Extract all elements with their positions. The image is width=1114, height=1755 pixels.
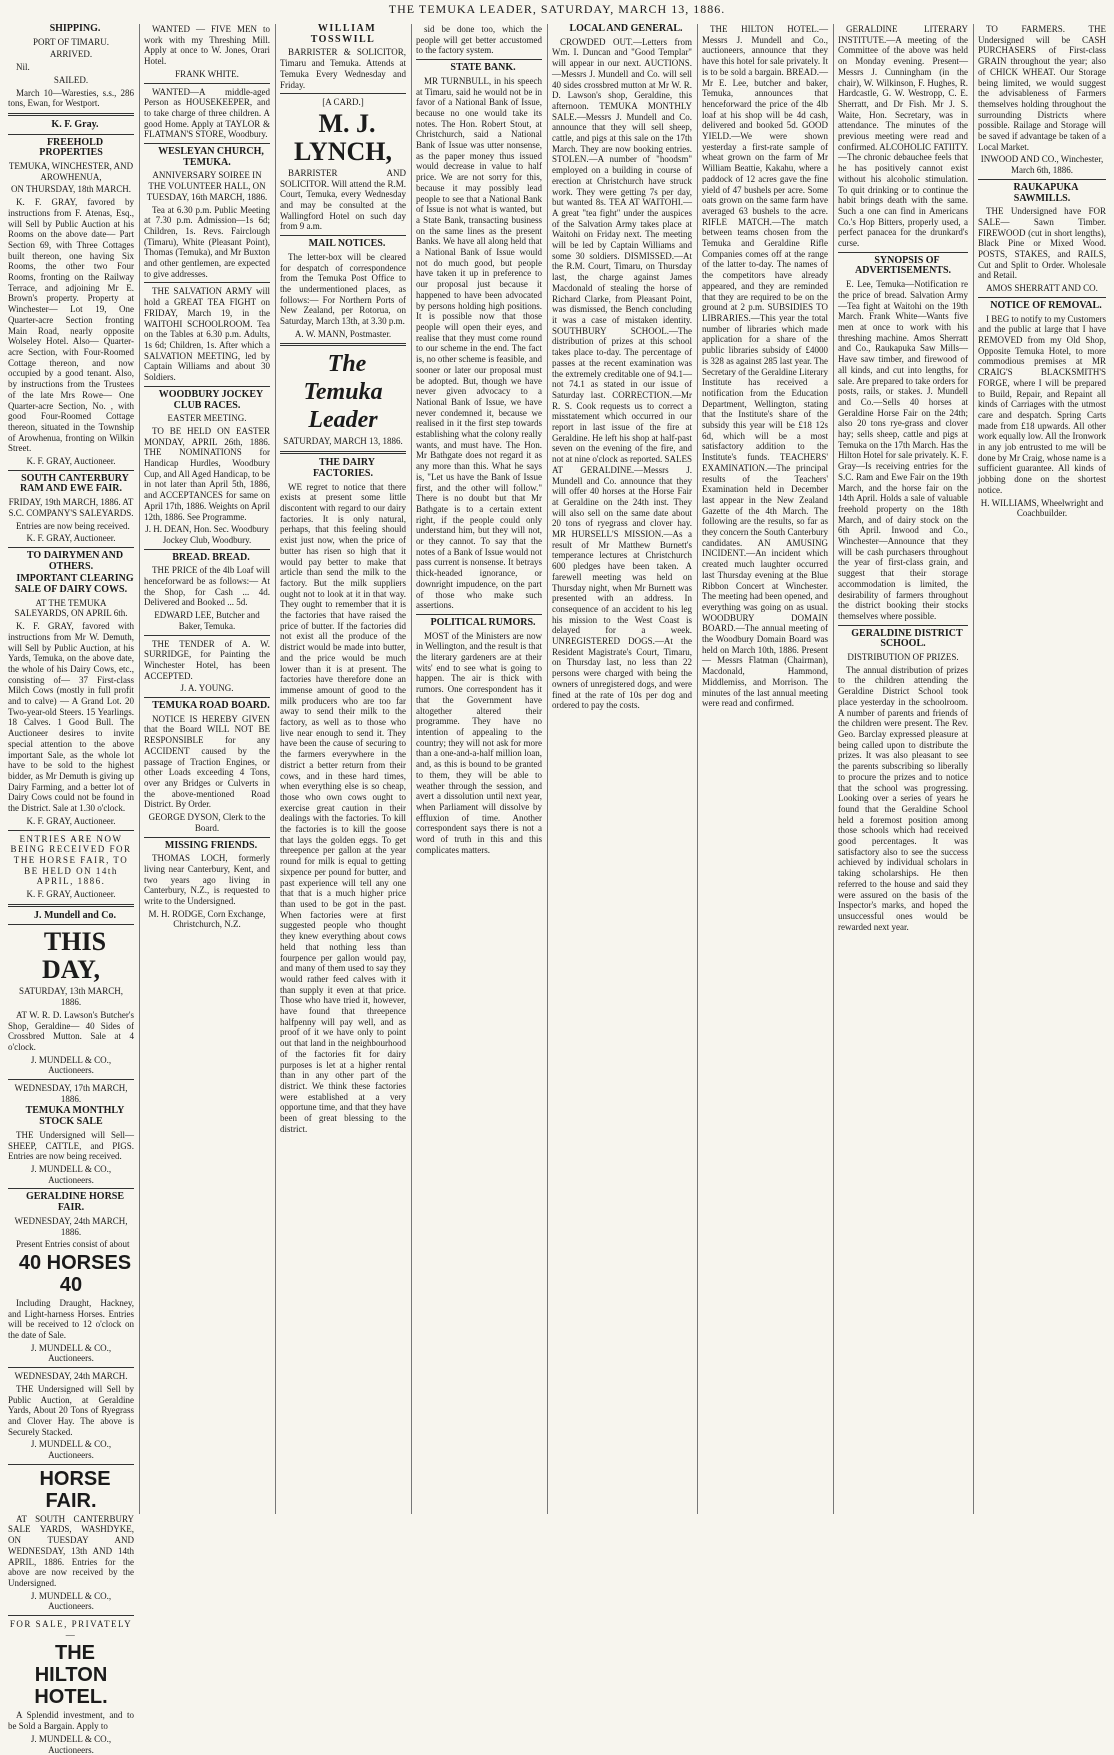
removal-text: I BEG to notify to my Customers and the public at large that I have REMOVED from my Old Shop, Opposite Temuka Hotel, to more commodious premises at MR CRAIG'S BLACKSMITH'S FORGE, where I will be prepared to Build, Repair, and Repaint all kinds of Carriages with the utmost care and despatch. Spring Carts made from £18 upwards. All other work equally low. All the Ironwork in any job entrusted to me will be done by Mr Craig, whose name is a sufficient guarantee. All kinds of jobbing done on the shortest notice. — [978, 313, 1106, 495]
geraldine-fair-heading: GERALDINE HORSE FAIR. — [25, 1191, 125, 1214]
school-subheading: DISTRIBUTION OF PRIZES. — [847, 652, 959, 663]
dairy-subheading: IMPORTANT CLEARING SALE OF DAIRY COWS. — [14, 573, 134, 596]
ram-fair-date: FRIDAY, 19th MARCH, 1886. AT S.C. COMPANY'S SALEYARDS. — [8, 497, 134, 518]
hilton-body: A Splendid investment, and to be Sold a Bargain. Apply to — [8, 1710, 134, 1732]
removal-heading: NOTICE OF REMOVAL. — [990, 299, 1102, 311]
sailed-text: March 10—Waresties, s.s., 286 tons, Ewan, for Westport. — [8, 87, 134, 109]
lynch-heading: M. J. LYNCH, — [293, 108, 392, 166]
arrived-label: ARRIVED. — [49, 49, 93, 60]
arrived-nil: Nil. — [16, 62, 30, 73]
bread-sign: EDWARD LEE, Butcher and Baker, Temuka. — [154, 610, 260, 631]
salvation-army-ad: THE SALVATION ARMY will hold a GREAT TEA FIGHT on FRIDAY, March 19, in the WAITOHI SCHOOLROOM. Tea on the Tables at 6.30 p.m. Adults, 1s 6d; Children, 1s. After which a SALVATION MEETING, led by Captain Williams and about 30 Soldiers. — [144, 286, 270, 383]
date-line: ON THURSDAY, 18th MARCH. — [10, 184, 132, 195]
easter-sign: J. H. DEAN, Hon. Sec. Woodbury Jockey Club, Woodbury. — [145, 524, 269, 545]
column-1 — [8, 23, 134, 1755]
issue-date: SATURDAY, MARCH 13, 1886. — [283, 436, 403, 447]
ram-fair-body: Entries are now being received. — [16, 520, 130, 531]
column-5 — [552, 24, 692, 1514]
dairy-factories-text: WE regret to notice that there exists at present some little discontent with regard to our dairy factories. It is only natural, perhaps, that this feeling should exist just now, when the price of butter has risen so high that it would pay better to make that article than send the milk to the factory. But the milk suppliers ought not to look at it in that way. They ought to remember that it is the factories that have raised the price of butter. If the factories did not exist all the produce of the district would be made into butter, and the price would be much lower than it is at present. The factories have therefore done an immense amount of good to the milk producers who are too far away to send their milk to the factory, as well as to those who live near enough to send it. They have been the cause of securing to the farmers everywhere in the district a better return from their cows, and in these hard times, when everything else is so cheap, those who own cows ought to exercise great caution in their dealings with the factories. To kill the factories is to kill the goose that lays the golden eggs. To get threepence per gallon at the year round for milk is equal to getting sixpence per pound for butter, and past experience will tell any one that that is a much higher price than used to be got in the past. When factories were at first suggested people who thought they knew everything about cows held that nothing less than fourpence per gallon would pay, and many of them used to say they would rather feed calves with it than supply it even at that price. Those who have tried it, however, have found that threepence halfpenny will pay well, and as proof of it we have only to point out that land in the neighbourhood of the factories fit for dairy purposes is let at a higher rental than in any other part of the district. We think these factories were established at a very opportune time, and that they have been of great blessing to the district. — [280, 481, 406, 1134]
easter-body: TO BE HELD ON EASTER MONDAY, APRIL 26th, 1886. THE NOMINATIONS for Handicap Hurdles, Woodbury Cup, and All Aged Handicap, to be in not later than April 5th, 1886, and ACCEPTANCES for same on April 17th, 1886. Weights on April 12th, 1886. See Programme. — [144, 425, 270, 522]
column-8 — [978, 24, 1106, 1514]
missing-friends-heading: MISSING FRIENDS. — [164, 839, 258, 851]
wed24-sign: J. MUNDELL & CO., Auctioneers. — [30, 1439, 112, 1461]
saleyards-line: AT THE TEMUKA SALEYARDS, ON APRIL 6th. — [14, 597, 128, 619]
wed24-body: THE Undersigned will Sell by Public Auction, at Geraldine Yards, About 20 Tons of Ryegrass and Clover Hay. The above is Securely Stacked. — [8, 1383, 134, 1437]
wed24-date: WEDNESDAY, 24th MARCH. — [14, 1371, 128, 1382]
bread-heading: BREAD. BREAD. — [172, 551, 250, 563]
lynch-body: BARRISTER AND SOLICITOR. Will attend the R.M. Court, Temuka, every Wednesday and may be consulted at the Wallingford Hotel on such day from 9 a.m. — [280, 167, 406, 232]
forty-horses: 40 HORSES 40 — [18, 1251, 132, 1296]
school-text: The annual distribution of prizes to the children attending the Geraldine District School took place yesterday in the schoolroom. A number of parents and friends of the children were present. The Rev. Geo. Barclay expressed pleasure at being called upon to distribute the prizes. It was also pleasant to see the parents subscribing so liberally to procure the prizes and to notice that the school was progressing. Looking over a series of years he found that the Geraldine School held a foremost position among those schools which had received good percentages. It was satisfactory also to see the success achieved by individual scholars in taking scholarships. He then referred to the house and said they were assured on the basis of the Inspector's marks, and hoped the unsuccessful ones would be rewarded next year. — [838, 664, 968, 932]
mail-notices-sign: A. W. MANN, Postmaster. — [294, 328, 392, 339]
horse-fair-sign: J. MUNDELL & CO., Auctioneers. — [30, 1590, 112, 1612]
farmers-ad: TO FARMERS. THE Undersigned will be CASH PURCHASERS of First-class GRAIN throughout the year; also of CHICK WHEAT. Our Storage being limited, we would suggest the advisableness of Farmers themselves holding throughout the surrounding Districts where possible. Railage and Storage will be saved if advantage be taken of a Local Market. — [978, 24, 1106, 152]
tosswill-body: BARRISTER & SOLICITOR, Timaru and Temuka. Attends at Temuka Every Wednesday and Friday. — [280, 47, 406, 90]
missing-friends-sign: M. H. RODGE, Corn Exchange, Christchurch, N.Z. — [148, 908, 266, 930]
dairy-body: K. F. GRAY, favored with instructions from Mr W. Demuth, will Sell by Public Auction, at his Yards, Temuka, on the above date, the whole of his Dairy Cows, etc., consisting of— 37 First-class Milch Cows (mostly in full profit and to calve) — A Grand Lot. 20 Two-year-old Steers. 15 Yearlings. 18 Calves. 1 Good Bull. The Auctioneer desires to invite special attention to the above important Sale, as the whole lot have to be sold to the highest bidder, as Mr Demuth is giving up Dairy Farming, and a better lot of Dairy Cows could not be found in the District. Sale at 1.30 o'clock. — [8, 621, 134, 814]
stock-sale-heading: TEMUKA MONTHLY STOCK SALE — [25, 1105, 125, 1128]
this-day-heading: THIS DAY, — [41, 927, 107, 985]
road-board-heading: TEMUKA ROAD BOARD. — [152, 700, 270, 712]
horse-fair-heading: HORSE FAIR. — [39, 1467, 111, 1512]
jockey-club-heading: WOODBURY JOCKEY CLUB RACES. — [158, 388, 264, 411]
stock-sale-sign: J. MUNDELL & CO., Auctioneers. — [30, 1163, 112, 1185]
gray-ad-body: K. F. GRAY, favored by instructions from F. Atenas, Esq., will Sell by Public Auction at his Rooms on the above date— Part Section 69, with Three Cottages built thereon, one having Six Rooms, the other two Four Rooms, fronting on the Railway Terrace, and adjoining Mr E. Brown's property. Property at Winchester— Lot 19, One Quarter-acre Section fronting Main Road, nearly opposite Wolseley Hotel. Also— Quarter-acre Section, with Four-Roomed Cottage thereon, and now occupied by a good tenant. Also, by instructions from the Trustees of the late Mrs Rowe— One Quarter-acre Section, No. , with good Four-Roomed Cottage thereon, situated in the Township of Arowhenua, fronting on Wilkin Street. — [8, 197, 134, 454]
column-divider — [973, 24, 974, 1514]
mail-notices-body: The letter-box will be cleared for despatch of correspondence from the Temuka Post Office to the undermentioned places, as follows:— For Northern Ports of New Zealand, per Rotorua, on Saturday, March 13th, at 3.30 p.m. — [280, 251, 406, 327]
synopsis-heading: SYNOPSIS OF ADVERTISEMENTS. — [854, 254, 952, 277]
newspaper-title: The Temuka Leader — [303, 351, 383, 434]
lawson-sign: J. MUNDELL & CO., Auctioneers. — [30, 1054, 112, 1076]
tosswill-heading: WILLIAM TOSSWILL — [310, 23, 377, 45]
column-divider — [139, 24, 140, 1514]
geraldine-fair-body-2: Including Draught, Hackney, and Light-harness Horses. Entries will be received to 12 o'clock on the date of Sale. — [8, 1297, 134, 1341]
gray-ad-sign: K. F. GRAY, Auctioneer. — [26, 456, 116, 467]
missing-friends-body: THOMAS LOCH, formerly living near Canterbury, Kent, and two years ago living in Canterbury, N.Z., is requested to write to the Undersigned. — [144, 853, 270, 907]
column-divider — [547, 24, 548, 1514]
political-rumors-heading: POLITICAL RUMORS. — [430, 616, 536, 628]
horse-fair-body: AT SOUTH CANTERBURY SALE YARDS, WASHDYKE, ON TUESDAY AND WEDNESDAY, 13th AND 14th APRIL, 1886. Entries for the above are now received by the Undersigned. — [8, 1513, 134, 1588]
stock-sale-body: THE Undersigned will Sell— SHEEP, CATTLE, and PIGS. Entries are now being received. — [8, 1129, 134, 1162]
column-4 — [416, 24, 542, 1514]
wanted-housekeeper-ad: WANTED—A middle-aged Person as HOUSEKEEPER, and to take charge of three children. A good Home. Apply at TAYLOR & FLATMAN'S STORE, Woodbury. — [144, 86, 270, 140]
soiree-heading: ANNIVERSARY SOIREE IN THE VOLUNTEER HALL, ON TUESDAY, 16th MARCH, 1886. — [146, 170, 268, 202]
state-bank-heading: STATE BANK. — [450, 62, 516, 74]
geraldine-fair-date: WEDNESDAY, 24th MARCH, 1886. — [14, 1215, 128, 1237]
sawmills-heading: RAUKAPUKA SAWMILLS. — [1013, 181, 1079, 204]
political-rumors-text: MOST of the Ministers are now in Wellington, and the result is that the literary gardeners are at their wits' end to see what is going to happen. The air is thick with rumors. One correspondent has it that the Government have altogether altered their programme. They have no intention of appealing to the country; they will not ask for more than a one-and-a-half million loan, and, as this is bound to be granted to them, they will be able to weather through the session, and avert a dissolution until next year, when Parliament will dissolve by effluxion of time. Another correspondent says there is not a word of truth in this and this complicates matters. — [416, 630, 542, 855]
ram-fair-heading: SOUTH CANTERBURY RAM AND EWE FAIR. — [19, 472, 129, 495]
sawmills-sign: AMOS SHERRATT AND CO. — [986, 283, 1098, 294]
ram-fair-sign: K. F. GRAY, Auctioneer. — [26, 533, 116, 544]
column-divider — [275, 24, 276, 1514]
road-board-sign: GEORGE DYSON, Clerk to the Board. — [148, 812, 266, 833]
this-day-date: SATURDAY, 13th MARCH, 1886. — [18, 986, 124, 1008]
hilton-sign: J. MUNDELL & CO., Auctioneers. — [30, 1733, 112, 1755]
card-label: [A CARD.] — [322, 97, 364, 108]
removal-sign: H. WILLIAMS, Wheelwright and Coachbuilder. — [980, 497, 1104, 519]
private-sale: FOR SALE, PRIVATELY— — [9, 1619, 133, 1640]
local-general-text: CROWDED OUT.—Letters from Wm. I. Duncan and "Good Templar" will appear in our next. AUCTIONS.—Messrs J. Mundell and Co. will sell 40 sides crossbred mutton at Mr W. R. D. Lawson's shop, Geraldine, this afternoon. TEMUKA MONTHLY SALE.—Messrs J. Mundell and Co. announce that they will sell sheep, cattle, and pigs at this sale on the 17th March. They are now booking entries. STOLEN.—A number of "hoodsm" employed on a building in course of erection at Christchurch have struck work. They were getting 7s per day, but wanted 8s. TEA AT WAITOHI.—A great "tea fight" under the auspices of the Salvation Army takes place at Waitohi on Friday next. The meeting will be led by Captain Williams and some 30 soldiers. DISMISSED.—At the R.M. Court, Timaru, on Thursday last, the charge against James Macdonald of stealing the horse of Richard Clarke, from Pleasant Point, was dismissed, the Bench concluding it was a case of mistaken identity. SOUTHBURY SCHOOL.—The distribution of prizes at this school takes place to-day. The percentage of passes at the recent examination was the extremely creditable one of 94.1—not 74.1 as stated in our issue of Saturday last. CORRECTION.—Mr R. S. Cook requests us to correct a misstatement which occurred in our report in last issue of the fire at Geraldine. He left his shop at half-past seven on the evening of the fire, and not at nine o'clock as reported. SALES AT GERALDINE.—Messrs J. Mundell and Co. announce that they will offer 40 horses at the Horse Fair at Geraldine on the 24th inst. They will also sell on the same date about 20 tons of ryegrass and clover hay. MR HURSELL'S MISSION.—As a result of Mr Matthew Burnett's temperance lectures at Christchurch 600 pledges have been taken. A farewell meeting was held on Thursday night, when Mr Burnett was presented with an address. In consequence of an accident to his leg his mission to the West Coast is delayed for a week. UNREGISTERED DOGS.—At the Resident Magistrate's Court, Timaru, on Thursday last, no less than 22 persons were charged with being the owners of unregistered dogs, and were fined at the rate of 10s per dog and ordered to pay the costs. — [552, 36, 692, 711]
horse-entries-sign: K. F. GRAY, Auctioneer. — [26, 889, 116, 900]
wanted-men-sign: FRANK WHITE. — [175, 68, 239, 79]
column-2 — [144, 24, 270, 1514]
local-general-heading: LOCAL AND GENERAL. — [569, 23, 683, 34]
dairy-continued: sid be done too, which the people will get better accustomed to the factory system. — [416, 24, 542, 56]
school-heading: GERALDINE DISTRICT SCHOOL. — [851, 627, 963, 650]
dairy-factories-heading: THE DAIRY FACTORIES. — [313, 457, 376, 479]
geraldine-fair-body: Present Entries consist of about — [16, 1239, 130, 1250]
easter-heading: EASTER MEETING. — [167, 413, 247, 424]
horse-entries: ENTRIES ARE NOW BEING RECEIVED FOR THE HORSE FAIR, TO BE HELD ON 14th APRIL, 1886. — [10, 833, 132, 887]
sawmills-text: THE Undersigned have FOR SALE— Sawn Timber. FIREWOOD (cut in short lengths), Black Pine or Mixed Wood. POSTS, STAKES, and RAILS, Cut and Split to Order. Wholesale and Retail. — [978, 206, 1106, 281]
farmers-ad-sign: INWOOD AND CO., Winchester, March 6th, 1886. — [980, 154, 1104, 176]
tender-sign: J. A. YOUNG. — [180, 683, 234, 694]
synopsis-text: E. Lee, Temuka—Notification re the price of bread. Salvation Army—Tea fight at Waitohi on the 19th March. Frank White—Wants five men at once to work with his threshing machine. Amos Sherratt and Co., Raukapuka Saw Mills—Have saw timber, and firewood of all kinds, and cut into lengths, for sale. Are prepared to take orders for posts, rails, or stakes. J. Mundell and Co.—Sells 40 horses at Geraldine Horse Fair on the 24th; also 20 tons rye-grass and clover hay; sells sheep, cattle and pigs at Temuka on the 17th March. Has the Hilton Hotel for sale privately. K. F. Gray—Is receiving entries for the S.C. Ram and Ewe Fair on the 19th March, and the horse fair on the 14th April. Holds a sale of valuable freehold property on the 18th March, and of dairy stock on the 6th April. Inwood and Co., Winchester—Announce that they will be cash purchasers throughout the year of first-class grain, and suggest that their storage accommodation is limited, the desirability of farmers throughout the district booking their stocks themselves where possible. — [838, 279, 968, 621]
shipping-heading: SHIPPING. — [49, 23, 101, 34]
road-board-body: NOTICE IS HEREBY GIVEN that the Board WILL NOT BE RESPONSIBLE for any ACCIDENT caused by the passage of Traction Engines, or other Loads exceeding 4 Tons, over any Bridges or Culverts in the above-mentioned Road District. By Order. — [144, 713, 270, 810]
mundell-heading: J. Mundell and Co. — [34, 909, 116, 921]
wednesday-date: WEDNESDAY, 17th MARCH, 1886. — [14, 1083, 128, 1104]
wesleyan-heading: WESLEYAN CHURCH, TEMUKA. — [158, 146, 264, 168]
gray-heading: K. F. Gray. — [51, 118, 99, 130]
places-line: TEMUKA, WINCHESTER, AND AROWHENUA, — [8, 161, 134, 182]
column-6 — [702, 24, 828, 1514]
hilton-heading: THE HILTON HOTEL. — [34, 1642, 108, 1709]
wanted-men-ad: WANTED — FIVE MEN to work with my Threshing Mill. Apply at once to W. Jones, Orari Hotel. — [144, 24, 270, 67]
column-7 — [838, 24, 968, 1514]
geraldine-fair-sign: J. MUNDELL & CO., Auctioneers. — [30, 1342, 112, 1364]
dairy-heading: TO DAIRYMEN AND OTHERS. — [26, 549, 124, 572]
tender-ad: THE TENDER of A. W. SURRIDGE, for Painting the Winchester Hotel, has been ACCEPTED. — [144, 638, 270, 681]
masthead: THE TEMUKA LEADER, SATURDAY, MARCH 13, 1886. — [388, 2, 726, 16]
freehold-heading: FREEHOLD PROPERTIES — [39, 136, 104, 159]
port-heading: PORT OF TIMARU. — [33, 36, 109, 47]
mail-notices-heading: MAIL NOTICES. — [308, 238, 386, 250]
local-general-continued: THE HILTON HOTEL.—Messrs J. Mundell and Co., auctioneers, announce that they have this hotel for sale privately. It is to be sold a bargain. BREAD.—Mr E. Lee, butcher and baker, Temuka, announces that henceforward the price of the 4lb loaf at his shop will be 4d cash, delivered and booked 5d. GOOD YIELD.—We were shown yesterday a first-rate sample of wheat grown on the farm of Mr William Beattie, Kakahu, where a paddock of 12 acres gave the fine yield of 47 bushels per acre. Some oats grown on the same farm have averaged 63 bushels to the acre. RIFLE MATCH.—The match between teams chosen from the Temuka and Geraldine Rifle Companies comes off at the range of the latter to-day. The names of the competitors have already appeared, and they are reminded that they are required to be on the ground at 2 p.m. SUBSIDIES TO LIBRARIES.—This year the total number of libraries which made application for a share of the public libraries subsidy of £4000 is 328 as against 285 last year. The Secretary of the Geraldine Literary Institute has received a notification from the Education Department, Wellington, stating that the Institute's share of the subsidy this year will be £18 12s 6d, which will be a most satisfactory addition to the Institute's funds. TEACHERS' EXAMINATION.—The principal results of the Teachers' Examination held in December last appear in the New Zealand Gazette of the 4th March. The following are the results, so far as they concern the South Canterbury candidates. AN AMUSING INCIDENT.—An incident which created much laughter occurred last Thursday evening at the Blue Ribbon Concert at Winchester. The meeting had been opened, and everything was going on as usual. WOODBURY DOMAIN BOARD.—The annual meeting of the Woodbury Domain Board was held on March 10th, 1886. Present — Messrs Flatman (Chairman), Macdonald, Hammond, Middlemiss, and Morrison. The minutes of the last annual meeting were read and confirmed. — [702, 24, 828, 709]
dairy-sign: K. F. GRAY, Auctioneer. — [26, 815, 116, 826]
bread-body: THE PRICE of the 4lb Loaf will henceforward be as follows:— At the Shop, for Cash ... 4d. Delivered and Booked ... 5d. — [144, 565, 270, 608]
column-divider — [833, 24, 834, 1514]
soiree-body: Tea at 6.30 p.m. Public Meeting at 7.30 p.m. Admission—1s 6d; Children, 1s. Revs. Fairclough (Timaru), White (Pleasant Point), Thomas (Temuka), and Mr Buxton and other gentlemen, are expected to give addresses. — [144, 204, 270, 279]
lawson-body: AT W. R. D. Lawson's Butcher's Shop, Geraldine— 40 Sides of Crossbred Mutton. Sale at 4 o'clock. — [8, 1009, 134, 1052]
literary-institute-text: GERALDINE LITERARY INSTITUTE.—A meeting of the Committee of the above was held on Monday evening. Present—Messrs J. Cunningham (in the chair), W. Wilkinson, F. Hughes, R. Hardcastle, G. W. Westropp, C. E. Sherratt, and Dr Fish. Mr J. S. Waite, Hon. Secretary, was in attendance. The minutes of the previous meeting were read and confirmed. ALCOHOLIC FATIITY.—The chronic debauchee feels that he has positively cannot exist without his alcoholic stimulation. To quit drinking or to continue the habit brings death with the same. Such a one can find in Americans Co.'s Hop Bitters, properly used, a perfect panacea for the drunkard's curse. — [838, 24, 968, 249]
column-divider — [411, 24, 412, 1514]
sailed-label: SAILED. — [53, 74, 89, 85]
column-3 — [280, 24, 406, 1514]
state-bank-text: MR TURNBULL, in his speech at Timaru, said he would not be in favor of a National Bank of Issue, because no one would take its notes. The Hon. Robert Stout, at Christchurch, said a National Bank of Issue was utter nonsense, as the paper money thus issued would decrease in value to half price. We are not sorry for this, because it may possibly lead people to see that a National Bank of Issue is not what is wanted, but a State Bank, transacting business on the same lines as the present Banks. We have all along held that a National Bank of Issue would not do much good, but people have taken it up in preference to our proposal just because it happened to have been advocated by persons holding high positions. It is possible now that those people will open their eyes, and realise that they must come round to our scheme in the end. The fact is, no other scheme is feasible, and sooner or later our proposal must be adopted. But, though we have never given advocacy to a National Bank of Issue, we have never condemned it, because we realised in it the first step towards establishing what the colony really wants, and must have. The Hon. Mr Bathgate does not regard it as any more than this. What he says is, "Let us have the Bank of Issue first, and the other will follow." There is no doubt but that Mr Bathgate is to a certain extent right, if the people could only understand him, but they will not, or they cannot. To say that the notes of a Bank of Issue would not pass current is nonsense. It betrays thick-headed ignorance, or downright impudence, on the part of those who make such assertions. — [416, 75, 542, 611]
column-divider — [697, 24, 698, 1514]
